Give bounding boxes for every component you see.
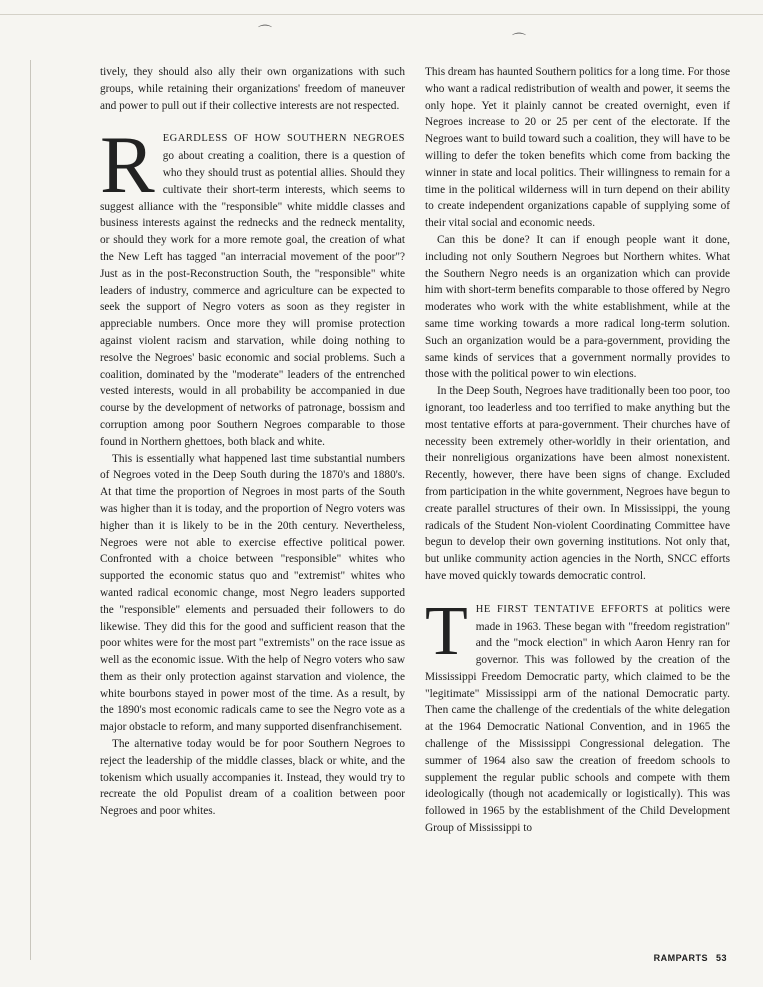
page-number: 53: [715, 953, 727, 963]
paragraph: Can this be done? It can if enough people want it done, including not only Southern Negroes but Northern whites. What the Southern Negro needs is an organization which can provide him with short-term benefits comparable to those offered by Negro moderates who work with the white establishment, while at the same time working towards a more radical long-term solution. Such an organization would be a para-government, providing the same kinds of services that a government normally provides to those with the political power to win elections.: [425, 233, 730, 381]
drop-cap: T: [425, 592, 468, 670]
section-first-efforts: [425, 592, 730, 837]
margin-mark: ⌒: [512, 34, 526, 49]
paragraph: In the Deep South, Negroes have traditionally been too poor, too ignorant, too leaderless and too terrified to make anything but the most tentative efforts at para-government. Their churches have of necessity been extremely other-worldly in their orientation, and their nonreligious organizations have been almost nonexistent. Recently, however, there have been signs of change. Excluded from participation in the white government, Negroes have begun to create parallel structures of their own. In Mississippi, the young radicals of the Student Non-violent Coordinating Committee have begun to develop their own governing institutions. Not only that, but unlike community action agencies in the North, SNCC efforts have moved quickly towards democratic control.: [425, 385, 730, 582]
paragraph: This dream has haunted Southern politics for a long time. For those who want a radical redistribution of wealth and power, it seems the only hope. Yet it plainly cannot be created overnight, even if Negroes increase to 20 or 25 per cent of the electorate. If the Negroes want to build toward such a coalition, they will have to be willing to defer the token benefits which come from backing the winner in state and local politics. Their willingness to remain for a time in the political wilderness will in turn depend on their ability to create independent organizations capable of supplying some of their vital social and economic needs.: [425, 66, 730, 230]
paragraph-text: go about creating a coalition, there is a question of who they should trust as potential allies. Should they cultivate their short-term interests, which seems to suggest alliance with the "responsible" white middle classes and business interests against the rednecks and the redneck mentality, or should they work for a more remote goal, the creation of what the New Left has tagged "an interracial movement of the poor"? Just as in the post-Reconstruction South, the "responsible" white leaders of industry, commerce and agriculture can be expected to seek the support of Negro voters as soon as they register in appreciable numbers. Once more they will promise protection against violent racism and starvation, while doing nothing to resolve the Negroes' basic economic and social problems. Such a coalition, dominated by the "moderate" leaders of the entrenched vested interests, would in all probability be accompanied in due course by the development of networks of patronage, bossism and corruption among poor Southern Negroes comparable to those found in Northern ghettoes, both black and white.: [100, 150, 405, 448]
section-regardless: [100, 119, 405, 450]
paragraph: The alternative today would be for poor Southern Negroes to reject the leadership of the middle classes, black or white, and the tokenism which usually accompanies it. Instead, they would try to recreate the old Populist dream of a coalition between poor Negroes and poor whites.: [100, 738, 405, 818]
lead-in: HE FIRST TENTATIVE EFFORTS: [475, 603, 649, 615]
drop-cap: R: [100, 119, 155, 211]
page-left-edge: [30, 60, 31, 960]
page-footer: [646, 953, 727, 963]
right-column: [425, 64, 730, 837]
magazine-name: RAMPARTS: [653, 953, 708, 963]
lead-in: EGARDLESS OF HOW SOUTHERN NEGROES: [162, 133, 405, 145]
paragraph: tively, they should also ally their own organizations with such groups, while retaining their organizations' freedom of maneuver and power to pull out if their collective interests are not respected.: [100, 66, 405, 112]
left-column: [100, 64, 405, 820]
paragraph-text: at politics were made in 1963. These began with "freedom registration" and the "mock election" in which Aaron Henry ran for governor. This was followed by the creation of the Mississippi Freedom Democratic party, which claimed to be the "legitimate" Mississippi arm of the national Democratic party. Then came the challenge of the credentials of the white delegation at the 1964 Democratic National Convention, and in 1965 the challenge of the Mississippi Congressional delegation. The summer of 1964 also saw the creation of freedom schools to supplement the regular public schools and compete with them ideologically (though not academically or logistically). This was followed in 1965 by the establishment of the Child Development Group of Mississippi to: [425, 602, 730, 835]
page-top-edge: [0, 14, 763, 15]
paragraph: This is essentially what happened last time substantial numbers of Negroes voted in the Deep South during the 1870's and 1880's. At that time the proportion of Negroes in most parts of the South was higher than it is today, and the proportion of Negro voters was higher than it is likely to be in the 20th century. Nevertheless, Negroes were not able to exercise effective political power. Confronted with a choice between "responsible" whites who supported the economic status quo and "extremist" whites who wanted radical economic change, most Negro leaders supported the "responsible" elements and persuaded their followers to do likewise. They did this for the good and sufficient reason that the poor whites were for the most part "extremists" on the race issue as well as the economic issue. With the help of Negro voters who saw them as their only protection against starvation and violence, the white bourbons stayed in power most of the time. As a result, by the 1890's most economic radicals came to see the Negro vote as a major obstacle to reform, and many supported disenfranchisement.: [100, 452, 405, 734]
margin-mark: ⌒: [258, 26, 272, 41]
